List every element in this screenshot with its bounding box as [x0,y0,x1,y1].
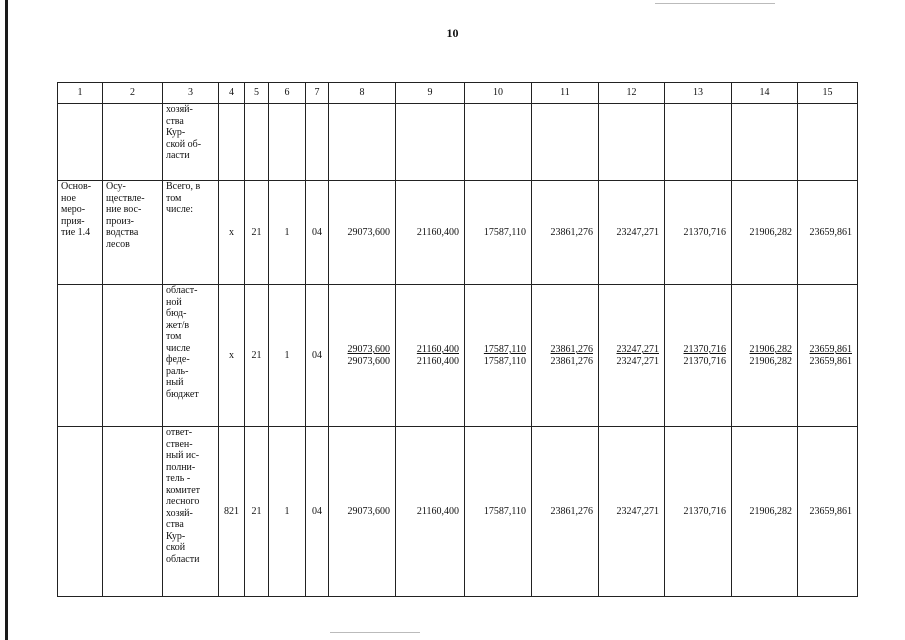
column-header-5: 5 [245,83,269,104]
cell-col-9 [396,427,465,597]
amount-value: 23861,276 [550,226,593,238]
amount-total-underlined: 17587,110 [483,344,526,355]
cell-col-3 [163,285,219,427]
cell-text-line: прия- [61,215,85,227]
code-value: х [229,349,234,361]
cell-col-4 [219,427,245,597]
cell-col-5 [245,285,269,427]
cell-col-1 [58,181,103,285]
code-value: 21 [251,349,262,361]
cell-col-10 [465,181,532,285]
cell-col-13 [665,427,732,597]
amount-value: 21906,282 [749,226,792,238]
cell-text-line: лесного [166,496,200,507]
code-value: 21 [251,505,262,517]
amount-value: 23659,861 [809,226,852,238]
column-header-9: 9 [396,83,465,104]
cell-text-line: лесов [106,238,130,250]
cell-text-line: феде- [166,354,190,365]
cell-col-9 [396,104,465,181]
cell-col-4 [219,181,245,285]
cell-text-line: Кур- [166,127,186,138]
cell-text-line: ства [166,519,184,530]
cell-text-line: бюд- [166,308,187,319]
amount-federal: 21370,716 [683,355,726,367]
cell-col-2 [103,427,163,597]
table-row-measure-1-4-total [58,181,858,285]
budget-table [57,82,858,597]
cell-col-7 [306,104,329,181]
cell-col-11 [532,181,599,285]
cell-text-line: ствен- [166,438,193,450]
column-header-15: 15 [798,83,858,104]
column-header-2: 2 [103,83,163,104]
cell-col-14 [732,104,798,181]
cell-col-1 [58,104,103,181]
cell-col-8 [329,181,396,285]
cell-text-line: ществле- [106,192,145,204]
cell-col-13 [665,285,732,427]
table-row-regional-budget [58,285,858,427]
amount-value: 21370,716 [683,505,726,517]
cell-text-line: ласти [166,150,190,161]
code-value: 04 [312,505,322,517]
amount-value: 23861,276 [550,505,593,517]
cell-text-line: полни- [166,461,196,473]
column-header-1: 1 [58,83,103,104]
cell-text-line: числе [166,342,191,354]
cell-col-8 [329,104,396,181]
cell-text-line: меро- [61,204,86,215]
column-header-10: 10 [465,83,532,104]
header-row [58,83,858,104]
cell-text-line: тель - [166,473,191,484]
table-row-responsible-executor [58,427,858,597]
amount-value: 23659,861 [809,505,852,517]
cell-col-4 [219,104,245,181]
cell-text-line: комитет [166,484,201,496]
cell-text-line: Всего, в [166,181,201,192]
cell-text-line: области [166,553,200,565]
cell-text-line: Кур- [166,530,186,542]
column-header-11: 11 [532,83,599,104]
cell-text-line: ской [166,542,186,553]
amount-value: 29073,600 [347,226,390,238]
amount-value: 23247,271 [616,505,659,517]
code-value: 04 [312,349,322,361]
cell-col-5 [245,427,269,597]
scan-speck [655,3,775,4]
cell-col-15 [798,181,858,285]
cell-col-2 [103,104,163,181]
column-header-12: 12 [599,83,665,104]
cell-col-13 [665,104,732,181]
cell-text-line: област- [166,285,198,296]
cell-col-1 [58,427,103,597]
cell-text-line: ства [166,115,184,127]
cell-col-5 [245,104,269,181]
amount-total-underlined: 21160,400 [416,344,459,355]
cell-col-14 [732,181,798,285]
cell-col-12 [599,104,665,181]
amount-value: 21906,282 [749,505,792,517]
cell-col-10 [465,427,532,597]
cell-text-line: хозяй- [166,104,193,115]
page-number: 10 [446,26,459,40]
amount-value: 17587,110 [483,505,526,517]
amount-federal: 21906,282 [749,355,792,367]
cell-col-12 [599,181,665,285]
cell-col-2 [103,181,163,285]
cell-col-10 [465,285,532,427]
cell-col-1 [58,285,103,427]
code-value: 1 [284,349,290,361]
cell-col-8 [329,285,396,427]
cell-text-line: ской об- [166,138,202,150]
column-header-3: 3 [163,83,219,104]
amount-value: 21160,400 [416,505,459,517]
amount-total-underlined: 23659,861 [809,344,852,355]
cell-col-6 [269,427,306,597]
cell-col-11 [532,427,599,597]
column-header-6: 6 [269,83,306,104]
amount-value: 21160,400 [416,226,459,238]
amount-federal: 21160,400 [416,355,459,367]
cell-col-9 [396,285,465,427]
cell-text-line: раль- [166,365,189,377]
cell-col-9 [396,181,465,285]
cell-col-7 [306,181,329,285]
cell-col-15 [798,104,858,181]
cell-text-line: том [166,331,182,342]
amount-value: 21370,716 [683,226,726,238]
cell-col-3 [163,427,219,597]
amount-value: 17587,110 [483,226,526,238]
amount-total-underlined: 21906,282 [749,344,792,355]
amount-federal: 23861,276 [550,355,593,367]
amount-total-underlined: 21370,716 [683,344,726,355]
cell-col-7 [306,427,329,597]
code-value: 21 [251,226,262,238]
cell-col-6 [269,285,306,427]
amount-total-underlined: 23861,276 [550,344,593,355]
cell-col-3 [163,104,219,181]
cell-col-7 [306,285,329,427]
amount-federal: 23659,861 [809,355,852,367]
cell-text-line: тие 1.4 [61,227,91,238]
cell-col-15 [798,427,858,597]
amount-federal: 17587,110 [483,355,526,367]
cell-col-3 [163,181,219,285]
cell-col-8 [329,427,396,597]
code-value: 1 [284,226,290,238]
cell-col-14 [732,427,798,597]
column-header-13: 13 [665,83,732,104]
cell-text-line: водства [106,227,139,238]
cell-col-10 [465,104,532,181]
cell-text-line: ный ис- [166,450,200,461]
code-value: 04 [312,226,322,238]
cell-text-line: Основ- [61,181,92,192]
cell-text-line: произ- [106,215,134,227]
amount-value: 29073,600 [347,505,390,517]
column-header-14: 14 [732,83,798,104]
cell-col-5 [245,181,269,285]
amount-federal: 23247,271 [616,355,659,367]
amount-total-underlined: 23247,271 [616,344,659,355]
amount-value: 23247,271 [616,226,659,238]
cell-text-line: ное [61,192,76,204]
cell-text-line: ный [166,377,184,388]
cell-text-line: жет/в [166,319,190,331]
cell-col-11 [532,285,599,427]
code-value: 821 [224,505,239,517]
cell-col-12 [599,427,665,597]
cell-col-6 [269,181,306,285]
cell-text-line: том [166,192,182,204]
cell-col-11 [532,104,599,181]
scan-speck [330,632,420,633]
code-value: х [229,226,234,238]
code-value: 1 [284,505,290,517]
cell-text-line: бюджет [166,388,199,400]
cell-col-6 [269,104,306,181]
cell-col-14 [732,285,798,427]
cell-text-line: хозяй- [166,507,193,519]
cell-col-2 [103,285,163,427]
cell-text-line: числе: [166,204,194,215]
scan-edge-artifact [5,0,8,640]
column-header-8: 8 [329,83,396,104]
cell-col-4 [219,285,245,427]
cell-col-15 [798,285,858,427]
cell-col-12 [599,285,665,427]
amount-total-underlined: 29073,600 [347,344,390,355]
cell-col-13 [665,181,732,285]
cell-text-line: ние вос- [106,204,142,215]
column-header-7: 7 [306,83,329,104]
column-header-4: 4 [219,83,245,104]
amount-federal: 29073,600 [347,355,390,367]
cell-text-line: ответ- [166,427,193,438]
cell-text-line: Осу- [106,181,126,192]
cell-text-line: ной [166,296,182,308]
table-row-continuation [58,104,858,181]
